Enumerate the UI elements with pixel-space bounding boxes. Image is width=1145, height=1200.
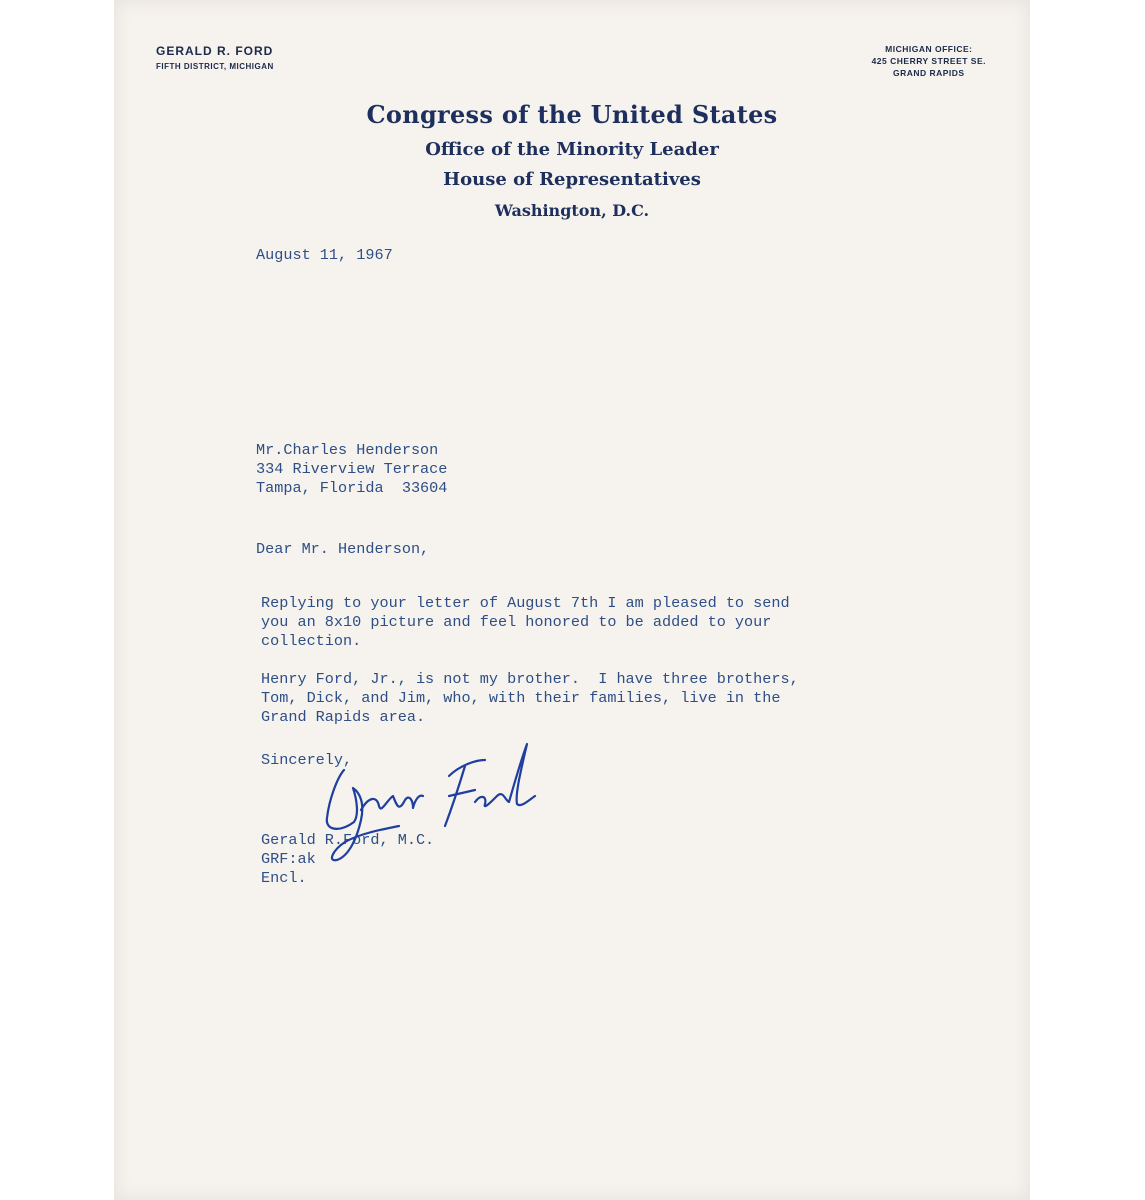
- reference-initials: GRF:ak: [261, 850, 316, 868]
- enclosure-note: Encl.: [261, 869, 307, 887]
- body-line: collection.: [261, 632, 362, 650]
- office-street: 425 CHERRY STREET SE.: [871, 56, 986, 66]
- letterhead-office: [872, 44, 986, 78]
- signature-stroke-j: [327, 770, 399, 860]
- signature-stroke-erry: [361, 796, 423, 810]
- letterhead-office-title: Office of the Minority Leader: [425, 139, 719, 160]
- letterhead-title: Congress of the United States: [366, 100, 778, 129]
- body-paragraph-1: [261, 594, 790, 651]
- letterhead-house: House of Representatives: [443, 169, 701, 190]
- signature-stroke-f: [445, 760, 485, 826]
- body-paragraph-2: [261, 670, 799, 727]
- body-line: Replying to your letter of August 7th I am pleased to send: [261, 594, 790, 612]
- body-line: Grand Rapids area.: [261, 708, 426, 726]
- closing: Sincerely,: [261, 751, 353, 769]
- letter-date: August 11, 1967: [256, 246, 393, 264]
- office-label: MICHIGAN OFFICE:: [885, 44, 973, 54]
- letterhead-sender: [156, 44, 274, 71]
- body-line: Henry Ford, Jr., is not my brother. I have three brothers,: [261, 670, 799, 688]
- recipient-line: Mr.Charles Henderson: [256, 441, 439, 459]
- signature-stroke-ord: [475, 744, 535, 806]
- body-line: you an 8x10 picture and feel honored to be added to your: [261, 613, 772, 631]
- office-city: GRAND RAPIDS: [892, 68, 965, 78]
- body-line: Tom, Dick, and Jim, who, with their families, live in the: [261, 689, 781, 707]
- letter-sheet: [114, 0, 1030, 1200]
- salutation: Dear Mr. Henderson,: [256, 540, 430, 558]
- recipient-line: 334 Riverview Terrace: [256, 460, 448, 478]
- sender-name: GERALD R. FORD: [156, 44, 274, 58]
- recipient-address: [256, 441, 447, 498]
- sender-district: FIFTH DISTRICT, MICHIGAN: [156, 62, 274, 71]
- handwritten-signature: [299, 730, 559, 870]
- recipient-line: Tampa, Florida 33604: [256, 479, 448, 497]
- letterhead-city: Washington, D.C.: [494, 201, 650, 220]
- signer-name: Gerald R.Ford, M.C.: [261, 831, 435, 849]
